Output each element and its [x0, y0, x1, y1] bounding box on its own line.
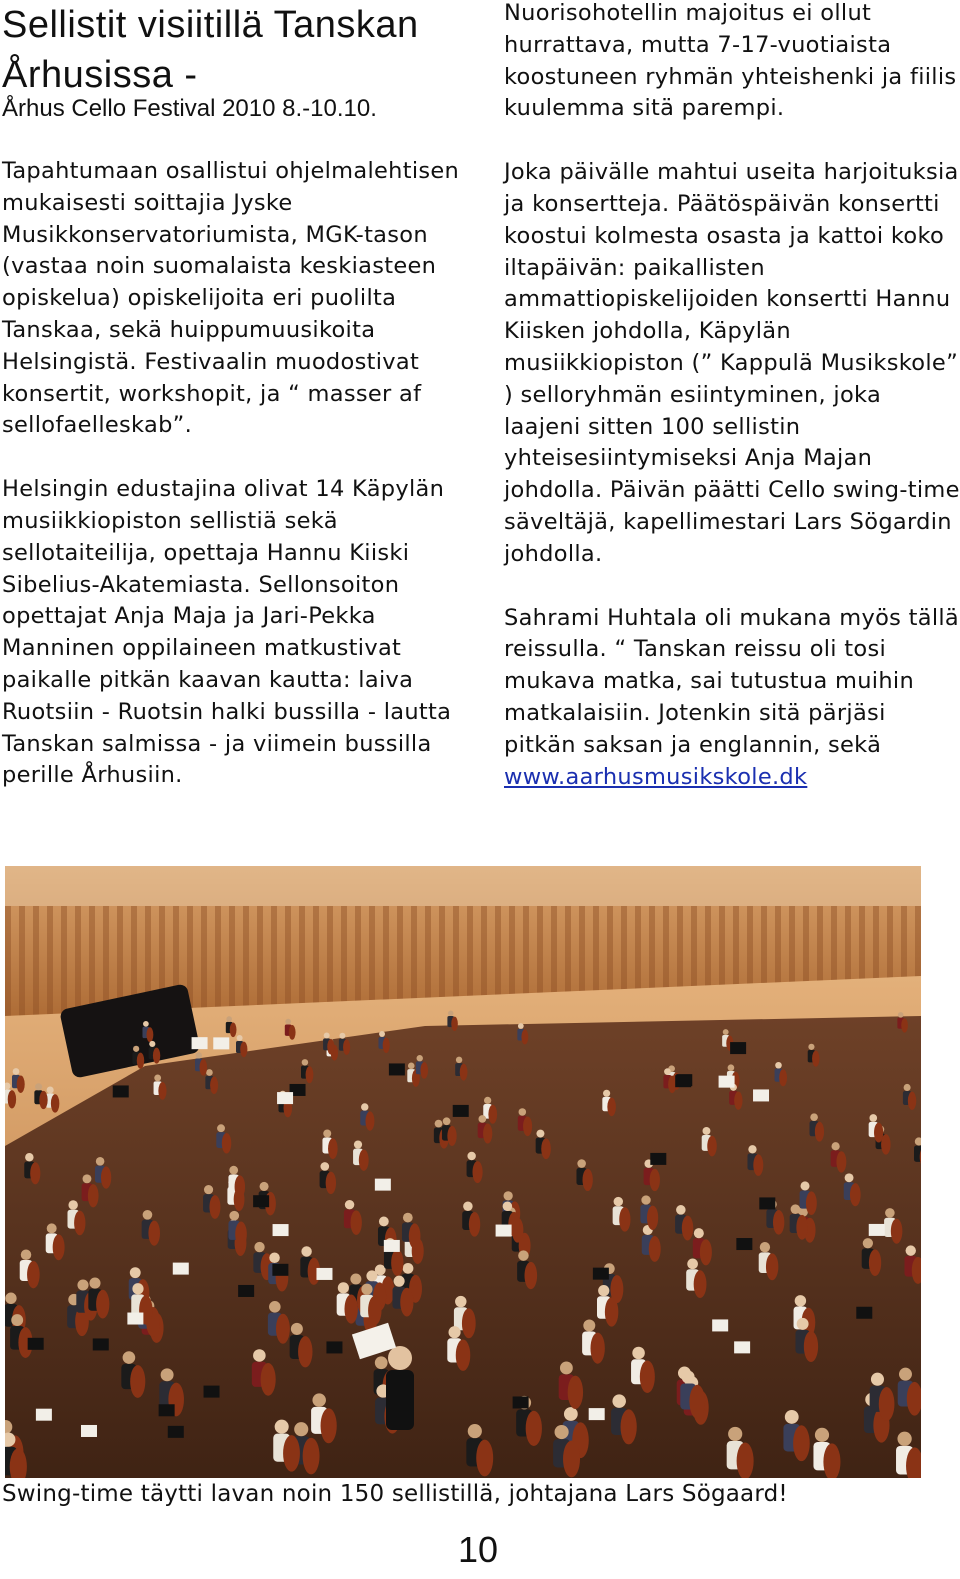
music-stand [453, 1105, 469, 1117]
music-stand [277, 1092, 293, 1104]
music-stand [326, 1341, 342, 1353]
music-stand [650, 1153, 666, 1165]
music-stand [272, 1264, 288, 1276]
music-stand [28, 1338, 44, 1350]
orchestra-photo-illustration [5, 866, 921, 1478]
body-paragraph: Sahrami Huhtala oli mukana myös tällä reissulla. “ Tanskan reissu oli tosi mukava matka, sai tutustua muihin matkalaisiin. Jotenkin sitä pärjäsi pitkän saksan ja englannin, sekä [504, 604, 960, 758]
wall-slat [33, 906, 39, 1026]
music-stand [734, 1341, 750, 1353]
music-stand [213, 1037, 229, 1049]
music-stand [719, 1076, 735, 1088]
music-stand [113, 1085, 129, 1097]
music-stand [869, 1224, 885, 1236]
page-number: 10 [458, 1529, 499, 1570]
music-stand [81, 1425, 97, 1437]
right-column [504, 0, 960, 793]
music-stand [759, 1197, 775, 1209]
wall-slat [5, 906, 11, 1026]
left-column [2, 156, 482, 792]
music-stand [238, 1285, 254, 1297]
festival-website-link[interactable]: www.aarhusmusikskole.dk [504, 763, 808, 790]
music-stand [159, 1404, 175, 1416]
music-stand [375, 1179, 391, 1191]
body-paragraph: Helsingin edustajina olivat 14 Käpylän musiikkiopiston sellistiä sekä sellotaiteilija, opettaja Hannu Kiiski Sibelius-Akatemiasta. Sellonsoiton opettajat Anja Maja ja Jari-Pekka Manninen oppilaineen matkustivat paikalle pitkän kaavan kautta: laiva Ruotsiin - Ruotsin halki bussilla - lautta Tanskan salmissa - ja viimein bussilla perille Århusiin. [2, 476, 452, 789]
wall-slat [61, 906, 67, 1026]
music-stand [93, 1338, 109, 1350]
music-stand [192, 1037, 208, 1049]
music-stand [253, 1195, 269, 1207]
music-stand [589, 1408, 605, 1420]
photo-caption: Swing-time täytti lavan noin 150 sellistillä, johtajana Lars Sögaard! [2, 1481, 788, 1507]
music-stand [675, 1075, 691, 1087]
music-stand [316, 1268, 332, 1280]
music-stand [173, 1263, 189, 1275]
article-title: Sellistit visiitillä Tanskan Århusissa - [2, 4, 419, 96]
wall-slat [19, 906, 25, 1026]
music-stand [730, 1042, 746, 1054]
music-stand [389, 1063, 405, 1075]
music-stand [168, 1426, 184, 1438]
music-stand [593, 1268, 609, 1280]
music-stand [127, 1313, 143, 1325]
conductor [386, 1370, 414, 1430]
conductor-head [388, 1346, 412, 1370]
music-stand [384, 1240, 400, 1252]
music-stand [856, 1307, 872, 1319]
music-stand [273, 1224, 289, 1236]
body-paragraph: Tapahtumaan osallistui ohjelmalehtisen mukaisesti soittajia Jyske Musikkonservatoriumista, MGK-tason (vastaa noin suomalaista keskiasteen opiskelua) opiskelijoita eri puolilta Tanskaa, sekä huippumuusikoita Helsingistä. Festivaalin muodostivat konsertit, workshopit, ja “ masser af sellofaelleskab”. [2, 158, 460, 439]
article-subtitle: Århus Cello Festival 2010 8.-10.10. [2, 95, 377, 122]
body-paragraph: Nuorisohotellin majoitus ei ollut hurrattava, mutta 7-17-vuotiaista koostuneen ryhmän yhteishenki ja fiilis kuulemma sitä parempi. [504, 0, 957, 122]
upper-balcony [5, 866, 921, 906]
orchestra-photo [5, 866, 921, 1478]
music-stand [513, 1396, 529, 1408]
music-stand [753, 1089, 769, 1101]
body-paragraph: Joka päivälle mahtui useita harjoituksia ja konsertteja. Päätöspäivän konsertti koostui kolmesta osasta ja kattoi koko iltapäivän: paikallisten ammattiopiskelijoiden konsertti Hannu Kiisken johdolla, Käpylän musiikkiopiston (” Kappulä Musikskole” ) selloryhmän esiintyminen, joka laajeni sitten 100 sellistin yhteisesiintymiseksi Anja Majan johdolla. Päivän päätti Cello swing-time säveltäjä, kapellimestari Lars Sögardin johdolla. [504, 159, 960, 567]
music-stand [204, 1386, 220, 1398]
music-stand [496, 1225, 512, 1237]
music-stand [736, 1238, 752, 1250]
wall-slat [47, 906, 53, 1026]
music-stand [712, 1319, 728, 1331]
music-stand [36, 1409, 52, 1421]
